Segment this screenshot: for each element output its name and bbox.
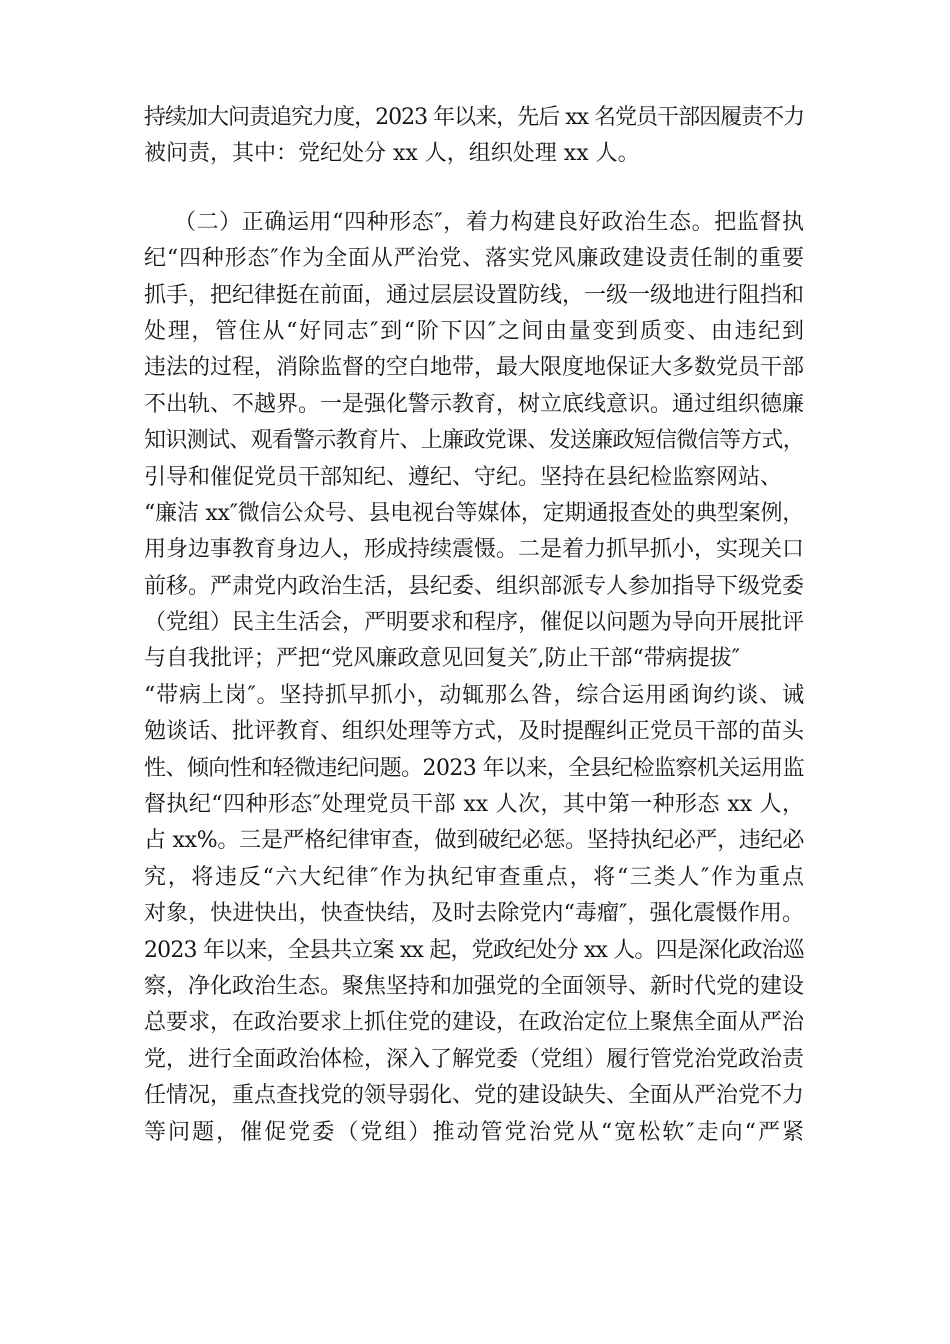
text-line: 引导和催促党员干部知纪、遵纪、守纪。坚持在县纪检监察网站、 <box>144 464 783 490</box>
paragraph-gap <box>144 173 804 205</box>
text-line: 处理，管住从“好同志″到“阶下囚″之间由量变到质变、由违纪到 <box>144 318 804 344</box>
text-line: 对象，快进快出，快查快结，及时去除党内“毒瘤″，强化震慑作用。 <box>144 901 804 927</box>
text-line: 用身边事教育身边人，形成持续震慑。二是着力抓早抓小，实现关口 <box>144 537 805 563</box>
text-line: 与自我批评；严把“党风廉政意见回复关″,防止干部“带病提拔″ <box>144 646 740 672</box>
text-line: （二）正确运用“四种形态″，着力构建良好政治生态。把监督执 <box>174 209 804 235</box>
text-line: 前移。严肃党内政治生活，县纪委、组织部派专人参加指导下级党委 <box>144 573 805 599</box>
paragraph-1 <box>144 100 804 173</box>
text-line: 不出轨、不越界。一是强化警示教育，树立底线意识。通过组织德廉 <box>144 391 805 417</box>
text-line: 勉谈话、批评教育、组织处理等方式，及时提醒纠正党员干部的苗头 <box>144 719 805 745</box>
text-line: 知识测试、观看警示教育片、上廉政党课、发送廉政短信微信等方式， <box>144 428 804 454</box>
text-line: 抓手，把纪律挺在前面，通过层层设置防线，一级一级地进行阻挡和 <box>144 282 805 308</box>
text-line: （党组）民主生活会，严明要求和程序，催促以问题为导向开展批评 <box>144 610 805 636</box>
text-line: 性、倾向性和轻微违纪问题。2023 年以来，全县纪检监察机关运用监 <box>144 755 804 781</box>
text-line: 占 xx%。三是严格纪律审查，做到破纪必惩。坚持执纪必严，违纪必 <box>144 828 805 854</box>
text-line: 究，将违反“六大纪律″作为执纪审查重点，将“三类人″作为重点 <box>144 864 804 890</box>
text-line: “带病上岗″。坚持抓早抓小，动辄那么咎，综合运用函询约谈、诫 <box>144 682 804 708</box>
text-line: 督执纪“四种形态″处理党员干部 xx 人次，其中第一种形态 xx 人， <box>144 792 804 818</box>
text-line: 违法的过程，消除监督的空白地带，最大限度地保证大多数党员干部 <box>144 355 805 381</box>
text-line: 2023 年以来，全县共立案 xx 起，党政纪处分 xx 人。四是深化政治巡 <box>144 937 804 963</box>
text-line: 党，进行全面政治体检，深入了解党委（党组）履行管党治党政治责 <box>144 1046 805 1072</box>
text-line: 等问题，催促党委（党组）推动管党治党从“宽松软″走向“严紧 <box>144 1119 804 1145</box>
text-line: 总要求，在政治要求上抓住党的建设，在政治定位上聚焦全面从严治 <box>144 1010 805 1036</box>
paragraph-2 <box>144 205 804 1151</box>
text-line: 察，净化政治生态。聚焦坚持和加强党的全面领导、新时代党的建设 <box>144 973 805 999</box>
text-line: 持续加大问责追究力度，2023 年以来，先后 xx 名党员干部因履责不力 <box>144 105 805 130</box>
document-body <box>144 100 804 1151</box>
text-line: 任情况，重点查找党的领导弱化、党的建设缺失、全面从严治党不力 <box>144 1083 805 1109</box>
text-line: “廉洁 xx″微信公众号、县电视台等媒体，定期通报查处的典型案例， <box>144 500 805 526</box>
text-line: 纪“四种形态″作为全面从严治党、落实党风廉政建设责任制的重要 <box>144 246 804 272</box>
text-line: 被问责，其中：党纪处分 xx 人，组织处理 xx 人。 <box>144 141 640 167</box>
